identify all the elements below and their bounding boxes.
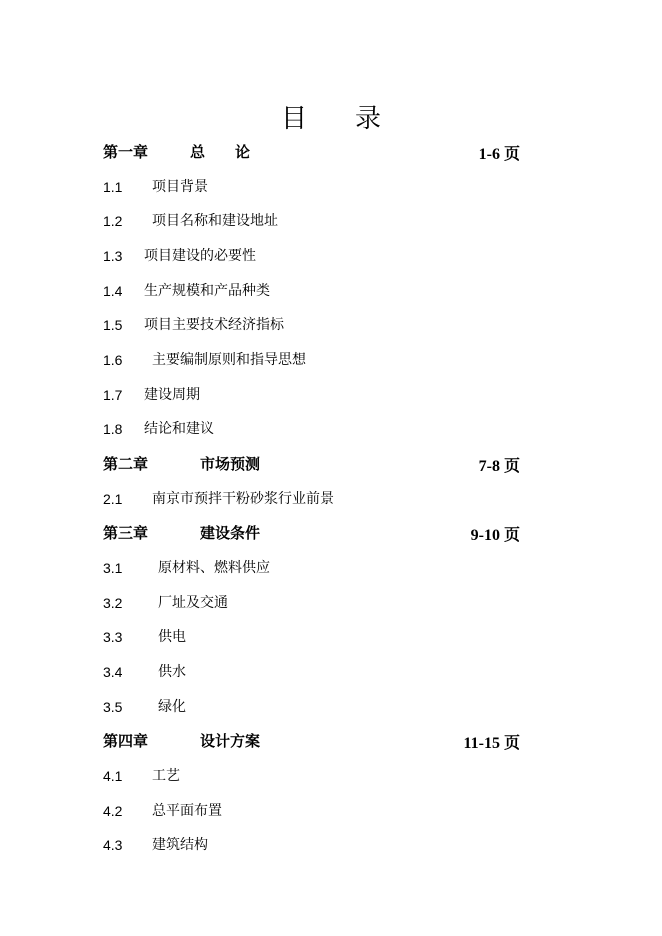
toc-entry-1-5 bbox=[0, 314, 662, 340]
chapter-pages: 7-8 页 bbox=[478, 458, 520, 475]
chapter-pages: 11-15 页 bbox=[463, 735, 520, 752]
section-title: 项目建设的必要性 bbox=[144, 248, 256, 264]
section-title: 主要编制原则和指导思想 bbox=[152, 352, 306, 368]
toc-entry-4-1 bbox=[0, 765, 662, 791]
section-title: 项目背景 bbox=[152, 179, 208, 195]
section-number: 4.3 bbox=[103, 837, 123, 853]
section-number: 1.3 bbox=[103, 248, 123, 264]
chapter-pages: 9-10 页 bbox=[470, 527, 520, 544]
chapter-pages: 1-6 页 bbox=[478, 146, 520, 163]
chapter-label: 第三章 bbox=[103, 524, 149, 542]
chapter-title: 总 论 bbox=[190, 143, 251, 161]
toc-entry-3-1 bbox=[0, 557, 662, 583]
toc-entry-1-1 bbox=[0, 176, 662, 202]
section-number: 1.4 bbox=[103, 283, 123, 299]
section-title: 建设周期 bbox=[144, 387, 200, 403]
section-title: 南京市预拌干粉砂浆行业前景 bbox=[152, 491, 334, 507]
toc-entry-1-7 bbox=[0, 384, 662, 410]
section-number: 4.2 bbox=[103, 803, 123, 819]
toc-entry-1-2 bbox=[0, 210, 662, 236]
toc-entry-4-3 bbox=[0, 834, 662, 860]
section-number: 1.1 bbox=[103, 179, 123, 195]
section-number: 1.7 bbox=[103, 387, 123, 403]
toc-title bbox=[0, 98, 662, 135]
chapter-title: 设计方案 bbox=[200, 732, 261, 750]
chapter-label: 第四章 bbox=[103, 732, 149, 750]
section-title: 总平面布置 bbox=[152, 803, 222, 819]
chapter-1-heading bbox=[0, 141, 662, 167]
chapter-label: 第一章 bbox=[103, 143, 149, 161]
toc-entry-3-2 bbox=[0, 592, 662, 618]
section-title: 工艺 bbox=[152, 768, 180, 784]
toc-title-part1: 目 bbox=[280, 104, 307, 134]
toc-entry-1-8 bbox=[0, 418, 662, 444]
section-title: 结论和建议 bbox=[144, 421, 214, 437]
section-title: 厂址及交通 bbox=[158, 595, 228, 611]
section-title: 供水 bbox=[158, 664, 186, 680]
section-number: 3.3 bbox=[103, 629, 123, 645]
chapter-title: 市场预测 bbox=[200, 455, 261, 473]
section-number: 1.8 bbox=[103, 421, 123, 437]
section-title: 项目主要技术经济指标 bbox=[144, 317, 284, 333]
section-number: 3.5 bbox=[103, 699, 123, 715]
section-title: 供电 bbox=[158, 629, 186, 645]
section-number: 3.4 bbox=[103, 664, 123, 680]
toc-entry-2-1 bbox=[0, 488, 662, 514]
section-title: 生产规模和产品种类 bbox=[144, 283, 270, 299]
section-number: 3.1 bbox=[103, 560, 123, 576]
toc-entry-1-3 bbox=[0, 245, 662, 271]
section-title: 建筑结构 bbox=[152, 837, 208, 853]
section-title: 绿化 bbox=[158, 699, 186, 715]
toc-entry-4-2 bbox=[0, 800, 662, 826]
chapter-label: 第二章 bbox=[103, 455, 149, 473]
section-number: 1.6 bbox=[103, 352, 123, 368]
toc-entry-3-3 bbox=[0, 626, 662, 652]
section-number: 2.1 bbox=[103, 491, 123, 507]
chapter-title: 建设条件 bbox=[200, 524, 261, 542]
section-number: 1.2 bbox=[103, 213, 123, 229]
section-number: 1.5 bbox=[103, 317, 123, 333]
section-title: 项目名称和建设地址 bbox=[152, 213, 278, 229]
section-number: 4.1 bbox=[103, 768, 123, 784]
toc-title-part2: 录 bbox=[355, 104, 382, 134]
section-title: 原材料、燃料供应 bbox=[158, 560, 270, 576]
chapter-2-heading bbox=[0, 453, 662, 479]
chapter-3-heading bbox=[0, 522, 662, 548]
toc-entry-3-5 bbox=[0, 696, 662, 722]
toc-entry-1-4 bbox=[0, 280, 662, 306]
section-number: 3.2 bbox=[103, 595, 123, 611]
toc-entry-3-4 bbox=[0, 661, 662, 687]
toc-entry-1-6 bbox=[0, 349, 662, 375]
chapter-4-heading bbox=[0, 730, 662, 756]
